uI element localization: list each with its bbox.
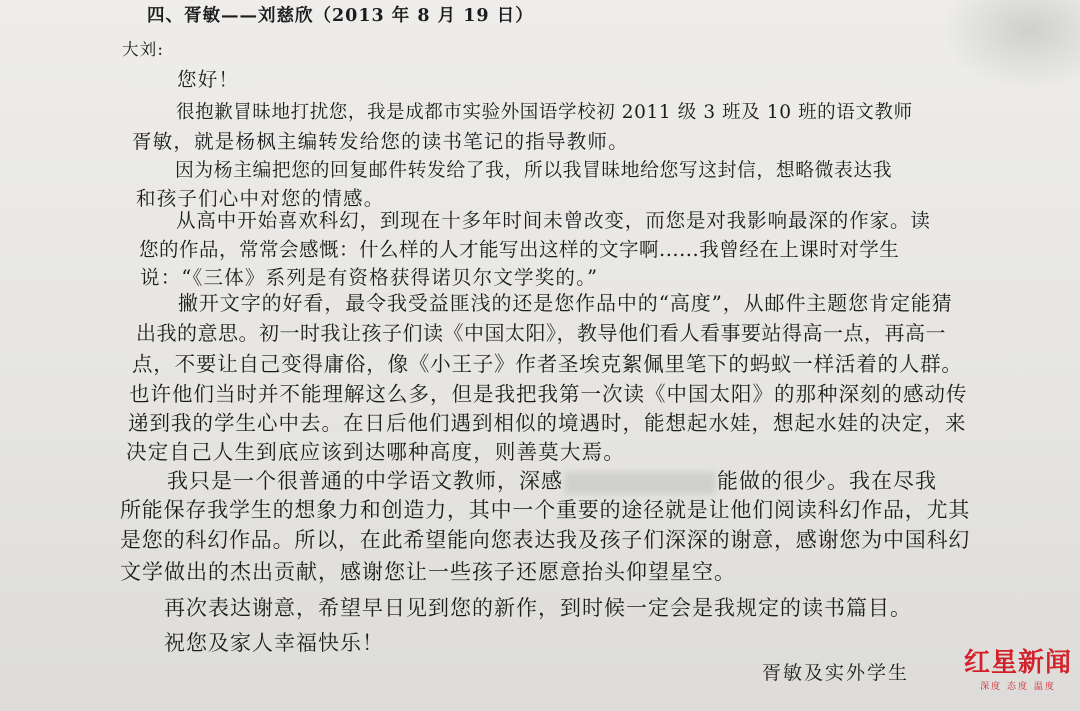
- letter-line: 撇开文字的好看，最令我受益匪浅的还是您作品中的“高度”，从邮件主题您肯定能猜: [178, 291, 953, 315]
- letter-line: 再次表达谢意，希望早日见到您的新作，到时候一定会是我规定的读书篇目。: [164, 596, 912, 620]
- letter-salutation: 大刘:: [122, 40, 165, 59]
- letter-line: 因为杨主编把您的回复邮件转发给了我，所以我冒昧地给您写这封信，想略微表达我: [175, 160, 893, 181]
- letter-signature: 胥敏及实外学生: [762, 662, 910, 684]
- letter-line: 递到我的学生心中去。在日后他们遇到相似的境遇时，能想起水娃，想起水娃的决定，来: [128, 411, 967, 435]
- letter-line: 祝您及家人幸福快乐！: [164, 631, 384, 655]
- letter-line: 胥敏，就是杨枫主编转发给您的读书笔记的指导教师。: [132, 130, 629, 153]
- letter-heading: 四、胥敏——刘慈欣（2013 年 8 月 19 日）: [147, 6, 534, 26]
- page-corner-shadow: [940, 0, 1080, 90]
- redaction-blur: [565, 472, 715, 494]
- letter-line: 出我的意思。初一时我让孩子们读《中国太阳》，教导他们看人看事要站得高一点，再高一: [136, 321, 946, 345]
- letter-line: 从高中开始喜欢科幻，到现在十多年时间未曾改变，而您是对我影响最深的作家。读: [176, 209, 931, 232]
- letter-line: 很抱歉冒昧地打扰您，我是成都市实验外国语学校初 2011 级 3 班及 10 班的语文教师: [176, 102, 913, 123]
- letter-line: 您的作品，常常会感慨：什么样的人才能写出这样的文字啊......我曾经在上课时对学生: [139, 238, 900, 261]
- redstar-news-logo: [964, 650, 1072, 692]
- letter-line-redacted: [167, 465, 937, 495]
- letter-line-start: 我只是一个很普通的中学语文教师，深感: [167, 469, 563, 493]
- letter-line: 和孩子们心中对您的情感。: [136, 187, 385, 210]
- letter-line-end: 能做的很少。我在尽我: [717, 469, 937, 493]
- letter-line: 决定自己人生到底应该到达哪种高度，则善莫大焉。: [126, 440, 626, 464]
- letter-line: 文学做出的杰出贡献，感谢您让一些孩子还愿意抬头仰望星空。: [120, 560, 736, 584]
- logo-name: 红星新闻: [963, 648, 1072, 678]
- letter-line: 是您的科幻作品。所以，在此希望能向您表达我及孩子们深深的谢意，感谢您为中国科幻: [120, 528, 971, 552]
- letter-line: 点，不要让自己变得庸俗，像《小王子》作者圣埃克絮佩里笔下的蚂蚁一样活着的人群。: [132, 352, 963, 376]
- letter-line: 说：“《三体》系列是有资格获得诺贝尔文学奖的。”: [140, 266, 599, 289]
- logo-tagline: 深度 态度 温度: [980, 682, 1056, 692]
- letter-line: 您好！: [177, 68, 240, 91]
- letter-line: 也许他们当时并不能理解这么多，但是我把我第一次读《中国太阳》的那种深刻的感动传: [129, 382, 968, 406]
- letter-line: 所能保存我学生的想象力和创造力，其中一个重要的途径就是让他们阅读科幻作品，尤其: [120, 498, 971, 522]
